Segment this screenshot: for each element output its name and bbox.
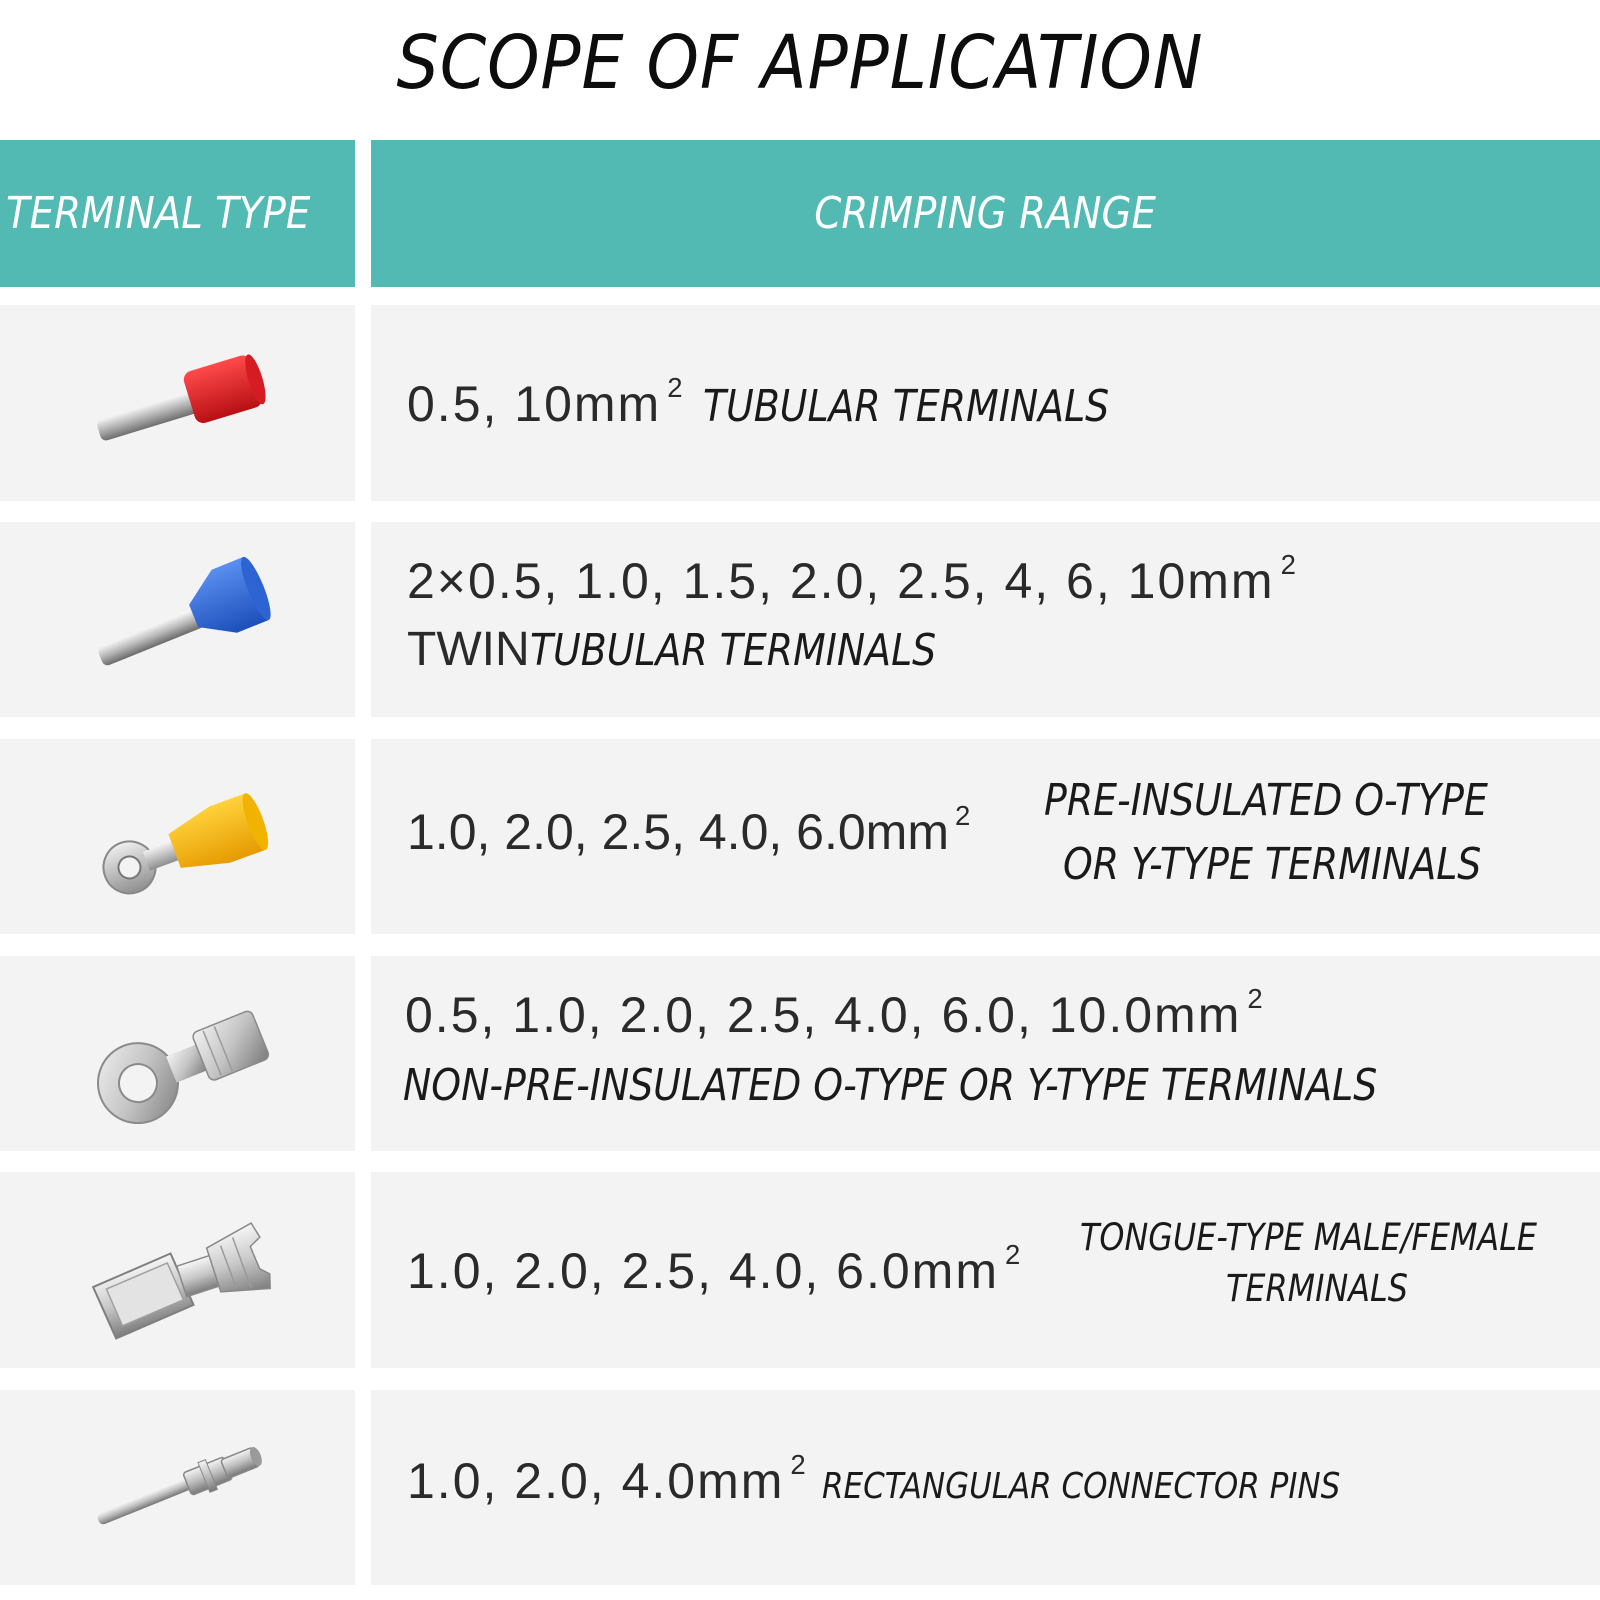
range-text: 1.0, 2.0, 2.5, 4.0, 6.0mm $^2$ bbox=[407, 800, 971, 860]
bare-ring-terminal-icon bbox=[78, 984, 278, 1124]
header-crimping-range-label: CRIMPING RANGE bbox=[814, 188, 1157, 239]
table-row-4-icon-cell bbox=[0, 956, 355, 1151]
table-row-1-range-cell bbox=[371, 305, 1600, 501]
range-text: 2×0.5, 1.0, 1.5, 2.0, 2.5, 4, 6, 10mm $^2$ bbox=[407, 549, 1298, 609]
range-text: 1.0, 2.0, 2.5, 4.0, 6.0mm $^2$ bbox=[407, 1239, 1023, 1299]
terminal-description: RECTANGULAR CONNECTOR PINS bbox=[822, 1466, 1341, 1507]
page-title: SCOPE OF APPLICATION bbox=[396, 20, 1204, 106]
table-row-6-range-cell bbox=[371, 1390, 1600, 1585]
terminal-description-prefix: TWIN bbox=[407, 623, 530, 676]
table-row-4-range-cell bbox=[371, 956, 1600, 1151]
range-text: 0.5, 1.0, 2.0, 2.5, 4.0, 6.0, 10.0mm $^2$ bbox=[405, 983, 1265, 1043]
yellow-ring-terminal-icon bbox=[78, 767, 278, 907]
terminal-description-line-1: TONGUE-TYPE MALE/FEMALE bbox=[1080, 1216, 1538, 1259]
terminal-description-line-2: OR Y-TYPE TERMINALS bbox=[1063, 839, 1482, 890]
range-text: 1.0, 2.0, 4.0mm $^2$ bbox=[407, 1449, 808, 1509]
table-row-2-range-cell bbox=[371, 522, 1600, 717]
table-row-6-icon-cell bbox=[0, 1390, 355, 1585]
table-row-5-icon-cell bbox=[0, 1172, 355, 1368]
terminal-description: TUBULAR TERMINALS bbox=[529, 625, 936, 676]
table-row-1-icon-cell bbox=[0, 305, 355, 501]
table-row-2-icon-cell bbox=[0, 522, 355, 717]
terminal-description-line-1: PRE-INSULATED O-TYPE bbox=[1044, 775, 1488, 826]
red-tubular-ferrule-icon bbox=[78, 333, 278, 473]
table-row-5-range-cell bbox=[371, 1172, 1600, 1368]
table-row-3-range-cell bbox=[371, 739, 1600, 934]
range-text: 0.5, 10mm $^2$ bbox=[407, 372, 685, 432]
terminal-description-line-2: TERMINALS bbox=[1226, 1267, 1408, 1310]
connector-pin-icon bbox=[78, 1418, 278, 1558]
header-terminal-type bbox=[0, 140, 355, 287]
header-terminal-type-label: TERMINAL TYPE bbox=[6, 188, 311, 239]
table-row-3-icon-cell bbox=[0, 739, 355, 934]
terminal-description: TUBULAR TERMINALS bbox=[702, 381, 1110, 432]
blue-twin-ferrule-icon bbox=[78, 550, 278, 690]
spade-terminal-icon bbox=[78, 1200, 278, 1340]
header-crimping-range bbox=[371, 140, 1600, 287]
terminal-description: NON-PRE-INSULATED O-TYPE OR Y-TYPE TERMINALS bbox=[403, 1060, 1378, 1111]
